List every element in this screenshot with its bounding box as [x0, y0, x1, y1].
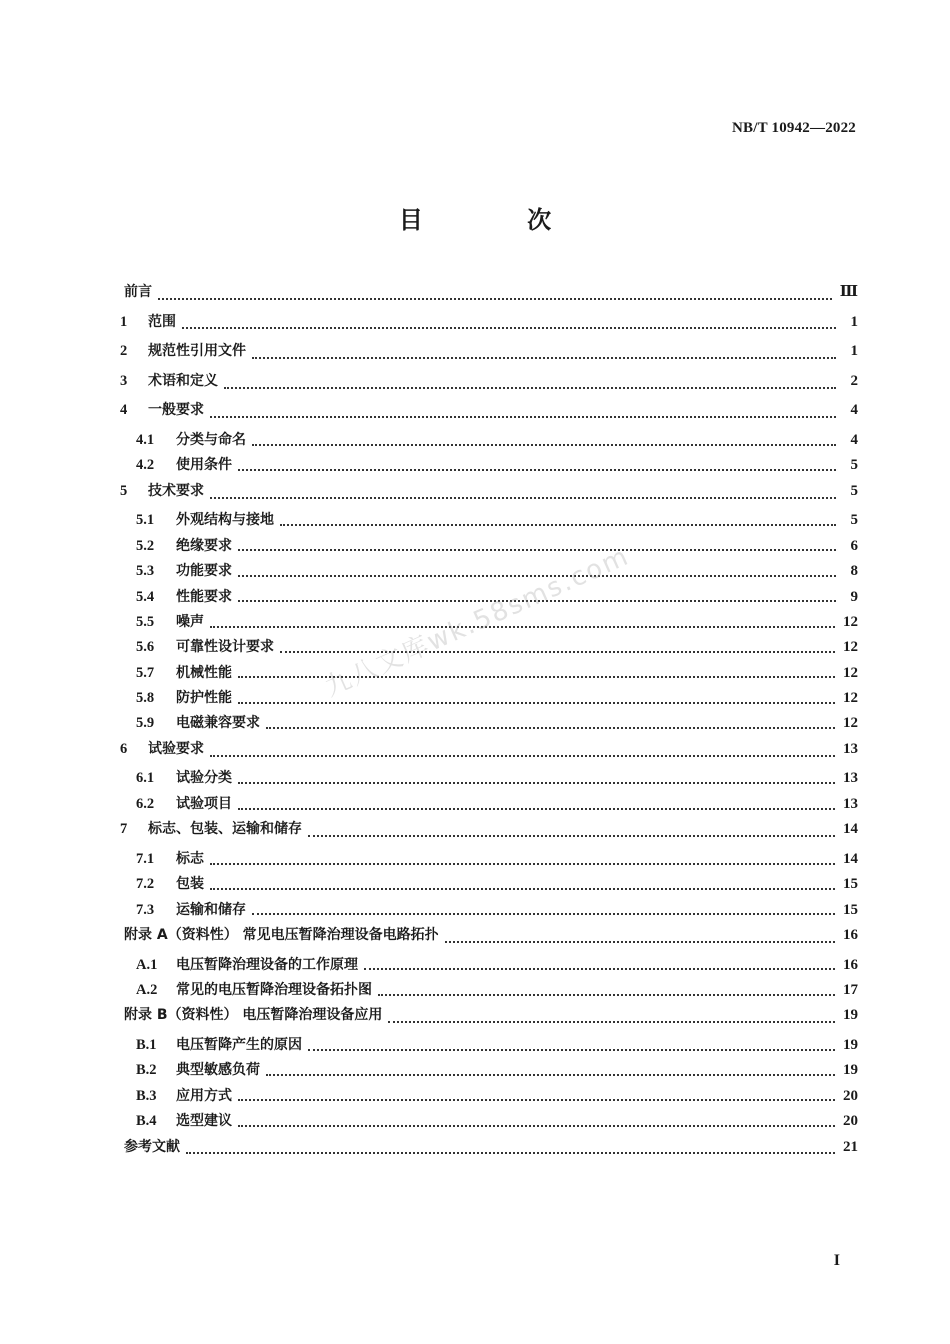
toc-leader-dots [210, 888, 835, 890]
toc-entry-label: 参考文献 [124, 1138, 180, 1155]
toc-entry-page: 12 [843, 664, 858, 681]
toc-entry-number: 5.1 [136, 512, 155, 529]
toc-leader-dots [266, 727, 835, 729]
page-number: I [833, 1252, 840, 1269]
toc-leader-dots [238, 549, 836, 551]
toc-entry[interactable] [120, 979, 858, 1004]
toc-entry[interactable] [120, 636, 858, 661]
toc-entry-label: 试验分类 [176, 770, 232, 787]
toc-entry-label: 标志、包装、运输和储存 [148, 821, 302, 838]
toc-entry-number: 1 [120, 313, 128, 330]
toc-leader-dots [210, 626, 835, 628]
toc-entry-number: 6.2 [136, 795, 155, 812]
toc-entry[interactable] [120, 1085, 858, 1110]
watermark: 九八文库wk.58sms.com [320, 541, 635, 703]
toc-leader-dots [224, 387, 836, 389]
toc-entry-page: 13 [843, 795, 858, 812]
toc-entry-number: 5.8 [136, 690, 155, 707]
toc-entry-label: 常见的电压暂降治理设备拓扑图 [176, 981, 372, 998]
toc-entry-label: 标志 [176, 850, 204, 867]
toc-entry[interactable] [120, 1136, 858, 1166]
toc-leader-dots [252, 913, 835, 915]
toc-leader-dots [308, 835, 835, 837]
toc-leader-dots [378, 994, 835, 996]
toc-entry-label: 性能要求 [176, 588, 232, 605]
toc-entry-label: 可靠性设计要求 [176, 639, 274, 656]
toc-entry[interactable] [120, 509, 858, 534]
toc-entry-number: 4.1 [136, 431, 155, 448]
toc-entry-page: 16 [843, 927, 858, 943]
toc-entry-page: 19 [843, 1036, 858, 1053]
toc-entry-label: 运输和储存 [176, 901, 246, 918]
toc-entry-number: 7.3 [136, 901, 155, 918]
toc-entry-number: 5.3 [136, 563, 155, 580]
toc-leader-dots [388, 1021, 835, 1023]
toc-entry-number: B.3 [136, 1087, 157, 1104]
toc-entry-label: 术语和定义 [148, 372, 218, 389]
toc-entry-number: 7.1 [136, 850, 155, 867]
toc-entry-page: 1 [850, 343, 858, 360]
toc-entry-label: 试验项目 [176, 795, 232, 812]
toc-entry-page: 2 [850, 372, 858, 389]
toc-entry-page: 1 [850, 313, 858, 330]
toc-leader-dots [238, 1125, 835, 1127]
toc-entry[interactable] [120, 535, 858, 560]
toc-entry-label: 电压暂降产生的原因 [176, 1036, 302, 1053]
toc-entry-label: 附录 A（资料性） 常见电压暂降治理设备电路拓扑 [124, 927, 439, 943]
toc-entry-page: 12 [843, 613, 858, 630]
toc-entry-page: 4 [850, 402, 858, 419]
toc-entry-number: 5.2 [136, 537, 155, 554]
toc-entry-number: B.4 [136, 1113, 157, 1130]
toc-entry-number: 5.7 [136, 664, 155, 681]
toc-leader-dots [158, 298, 832, 300]
toc-entry-page: 20 [843, 1113, 858, 1130]
toc-entry-label: 附录 B（资料性） 电压暂降治理设备应用 [124, 1007, 383, 1024]
toc-entry[interactable] [120, 454, 858, 479]
toc-entry-number: A.2 [136, 981, 158, 998]
toc-entry[interactable] [120, 480, 858, 510]
standard-code: NB/T 10942—2022 [732, 120, 856, 136]
toc-entry[interactable] [120, 924, 858, 954]
toc-leader-dots [238, 702, 835, 704]
toc-entry-number: 5 [120, 482, 128, 499]
toc-entry[interactable] [120, 818, 858, 848]
toc-entry[interactable] [120, 662, 858, 687]
toc-entry-page: 15 [843, 876, 858, 893]
toc-entry-number: B.2 [136, 1062, 157, 1079]
toc-entry-page: Ⅲ [839, 284, 858, 300]
toc-leader-dots [445, 941, 835, 943]
toc-entry-label: 分类与命名 [176, 431, 246, 448]
toc-entry-page: 13 [843, 770, 858, 787]
toc-leader-dots [182, 327, 836, 329]
toc-entry-number: B.1 [136, 1036, 157, 1053]
toc-entry-page: 6 [850, 537, 858, 554]
toc-entry-label: 范围 [148, 313, 176, 330]
toc-leader-dots [252, 357, 836, 359]
toc-entry-label: 包装 [176, 876, 204, 893]
toc-entry-page: 13 [843, 740, 858, 757]
toc-entry[interactable] [120, 311, 858, 341]
toc-entry[interactable] [120, 560, 858, 585]
toc-leader-dots [266, 1074, 835, 1076]
toc-entry-page: 15 [843, 901, 858, 918]
toc-entry-page: 21 [843, 1138, 858, 1155]
toc-entry-number: 5.4 [136, 588, 155, 605]
toc-entry[interactable] [120, 281, 858, 311]
toc-entry-label: 一般要求 [148, 402, 204, 419]
toc-entry[interactable] [120, 1059, 858, 1084]
toc-leader-dots [210, 416, 836, 418]
toc-entry-page: 17 [843, 981, 858, 998]
toc-entry-number: 3 [120, 372, 128, 389]
toc-entry-label: 外观结构与接地 [176, 512, 274, 529]
toc-entry-number: 5.6 [136, 639, 155, 656]
toc-entry-number: 4.2 [136, 457, 155, 474]
toc-entry[interactable] [120, 1110, 858, 1135]
toc-leader-dots [280, 524, 836, 526]
toc-entry-number: 2 [120, 343, 128, 360]
toc-entry[interactable] [120, 340, 858, 370]
toc-entry-page: 5 [850, 512, 858, 529]
toc-entry-page: 9 [850, 588, 858, 605]
toc-entry[interactable] [120, 954, 858, 979]
toc-entry[interactable] [120, 687, 858, 712]
toc-leader-dots [186, 1152, 835, 1154]
toc-entry-page: 14 [843, 821, 858, 838]
toc-entry-page: 12 [843, 639, 858, 656]
toc-entry-label: 试验要求 [148, 740, 204, 757]
toc-entry-label: 噪声 [176, 613, 204, 630]
toc-entry-label: 规范性引用文件 [148, 343, 246, 360]
toc-entry-label: 绝缘要求 [176, 537, 232, 554]
toc-entry[interactable] [120, 848, 858, 873]
toc-entry-label: 电压暂降治理设备的工作原理 [176, 956, 358, 973]
toc-list [120, 281, 858, 1165]
toc-entry-page: 4 [850, 431, 858, 448]
toc-leader-dots [252, 444, 836, 446]
toc-entry-page: 14 [843, 850, 858, 867]
toc-entry-label: 典型敏感负荷 [176, 1062, 260, 1079]
toc-entry-label: 前言 [124, 284, 152, 300]
toc-entry[interactable] [120, 873, 858, 898]
toc-entry[interactable] [120, 712, 858, 737]
toc-entry-label: 功能要求 [176, 563, 232, 580]
toc-entry-label: 机械性能 [176, 664, 232, 681]
toc-entry-page: 12 [843, 715, 858, 732]
toc-entry-page: 12 [843, 690, 858, 707]
toc-entry-label: 选型建议 [176, 1113, 232, 1130]
toc-entry-page: 19 [843, 1062, 858, 1079]
toc-entry-number: 5.5 [136, 613, 155, 630]
toc-entry-page: 20 [843, 1087, 858, 1104]
toc-entry-page: 19 [843, 1007, 858, 1024]
toc-leader-dots [238, 782, 835, 784]
toc-entry-page: 8 [850, 563, 858, 580]
toc-entry-label: 使用条件 [176, 457, 232, 474]
toc-entry-label: 防护性能 [176, 690, 232, 707]
toc-leader-dots [210, 497, 836, 499]
toc-entry[interactable] [120, 429, 858, 454]
toc-leader-dots [238, 1099, 835, 1101]
toc-entry-number: 7 [120, 821, 128, 838]
toc-entry[interactable] [120, 1004, 858, 1034]
toc-leader-dots [364, 968, 835, 970]
toc-entry-label: 电磁兼容要求 [176, 715, 260, 732]
toc-entry-number: 6.1 [136, 770, 155, 787]
toc-entry[interactable] [120, 793, 858, 818]
toc-leader-dots [210, 755, 835, 757]
toc-entry[interactable] [120, 738, 858, 768]
toc-entry[interactable] [120, 399, 858, 429]
toc-leader-dots [238, 808, 835, 810]
toc-entry[interactable] [120, 1034, 858, 1059]
toc-entry[interactable] [120, 899, 858, 924]
toc-entry-number: 5.9 [136, 715, 155, 732]
toc-entry-page: 5 [850, 482, 858, 499]
toc-entry[interactable] [120, 767, 858, 792]
toc-entry[interactable] [120, 370, 858, 400]
toc-leader-dots [210, 863, 835, 865]
toc-leader-dots [308, 1049, 835, 1051]
toc-entry-number: A.1 [136, 956, 158, 973]
toc-entry-number: 7.2 [136, 876, 155, 893]
toc-entry-label: 应用方式 [176, 1087, 232, 1104]
toc-entry-number: 4 [120, 402, 128, 419]
toc-entry-page: 16 [843, 956, 858, 973]
toc-entry-label: 技术要求 [148, 482, 204, 499]
toc-title: 目 次 [398, 206, 600, 234]
toc-leader-dots [238, 469, 836, 471]
toc-entry-number: 6 [120, 740, 128, 757]
toc-entry-page: 5 [850, 457, 858, 474]
